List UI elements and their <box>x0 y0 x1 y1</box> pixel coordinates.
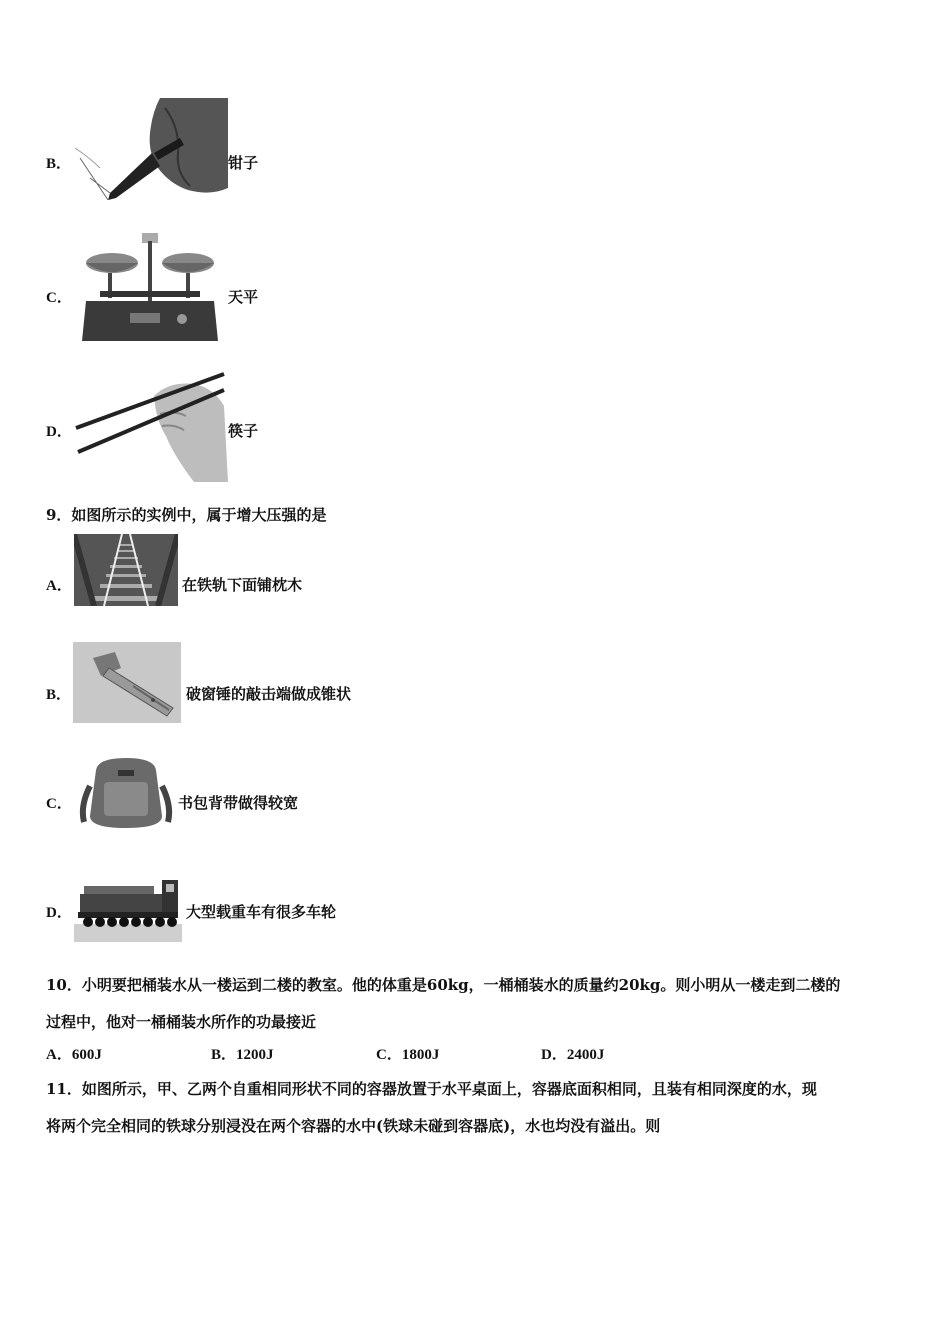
option-letter: D． <box>46 424 72 440</box>
chopsticks-image <box>74 366 228 482</box>
option-text: 天平 <box>228 288 259 306</box>
q10-choice-b: B．1200J <box>211 1047 274 1063</box>
option-letter: C． <box>46 796 72 812</box>
option-text: 在铁轨下面铺枕木 <box>182 576 303 594</box>
q10-choice-d: D．2400J <box>541 1047 605 1063</box>
q10-stem-line1: 10．小明要把桶装水从一楼运到二楼的教室。他的体重是60kg，一桶桶装水的质量约20kg。则小明从一楼走到二楼的 <box>46 976 841 994</box>
pliers-image <box>70 98 228 216</box>
option-letter: D． <box>46 905 72 921</box>
emergency-hammer-image <box>73 642 181 723</box>
option-letter: A． <box>46 578 72 594</box>
q11-stem-line2: 将两个完全相同的铁球分别浸没在两个容器的水中(铁球未碰到容器底)，水也均没有溢出。则 <box>46 1117 661 1135</box>
railway-track-image <box>74 534 178 606</box>
option-text: 大型载重车有很多车轮 <box>186 903 337 921</box>
option-letter: B． <box>46 687 72 703</box>
q9-stem: 9．如图所示的实例中，属于增大压强的是 <box>46 506 327 524</box>
balance-scale-image <box>80 233 220 346</box>
q10-stem-line2: 过程中，他对一桶桶装水所作的功最接近 <box>46 1013 317 1031</box>
q11-stem-line1: 11．如图所示，甲、乙两个自重相同形状不同的容器放置于水平桌面上，容器底面积相同，且装有相同深度的水，现 <box>46 1080 817 1098</box>
option-text: 破窗锤的敲击端做成锥状 <box>186 685 352 703</box>
option-letter: B． <box>46 156 72 172</box>
option-text: 钳子 <box>228 154 259 172</box>
option-text: 书包背带做得较宽 <box>178 794 299 812</box>
option-letter: C． <box>46 290 72 306</box>
q10-choice-a: A．600J <box>46 1047 102 1063</box>
option-text: 筷子 <box>228 422 259 440</box>
heavy-truck-image <box>74 872 182 942</box>
backpack-image <box>78 756 174 832</box>
q10-choice-c: C．1800J <box>376 1047 440 1063</box>
